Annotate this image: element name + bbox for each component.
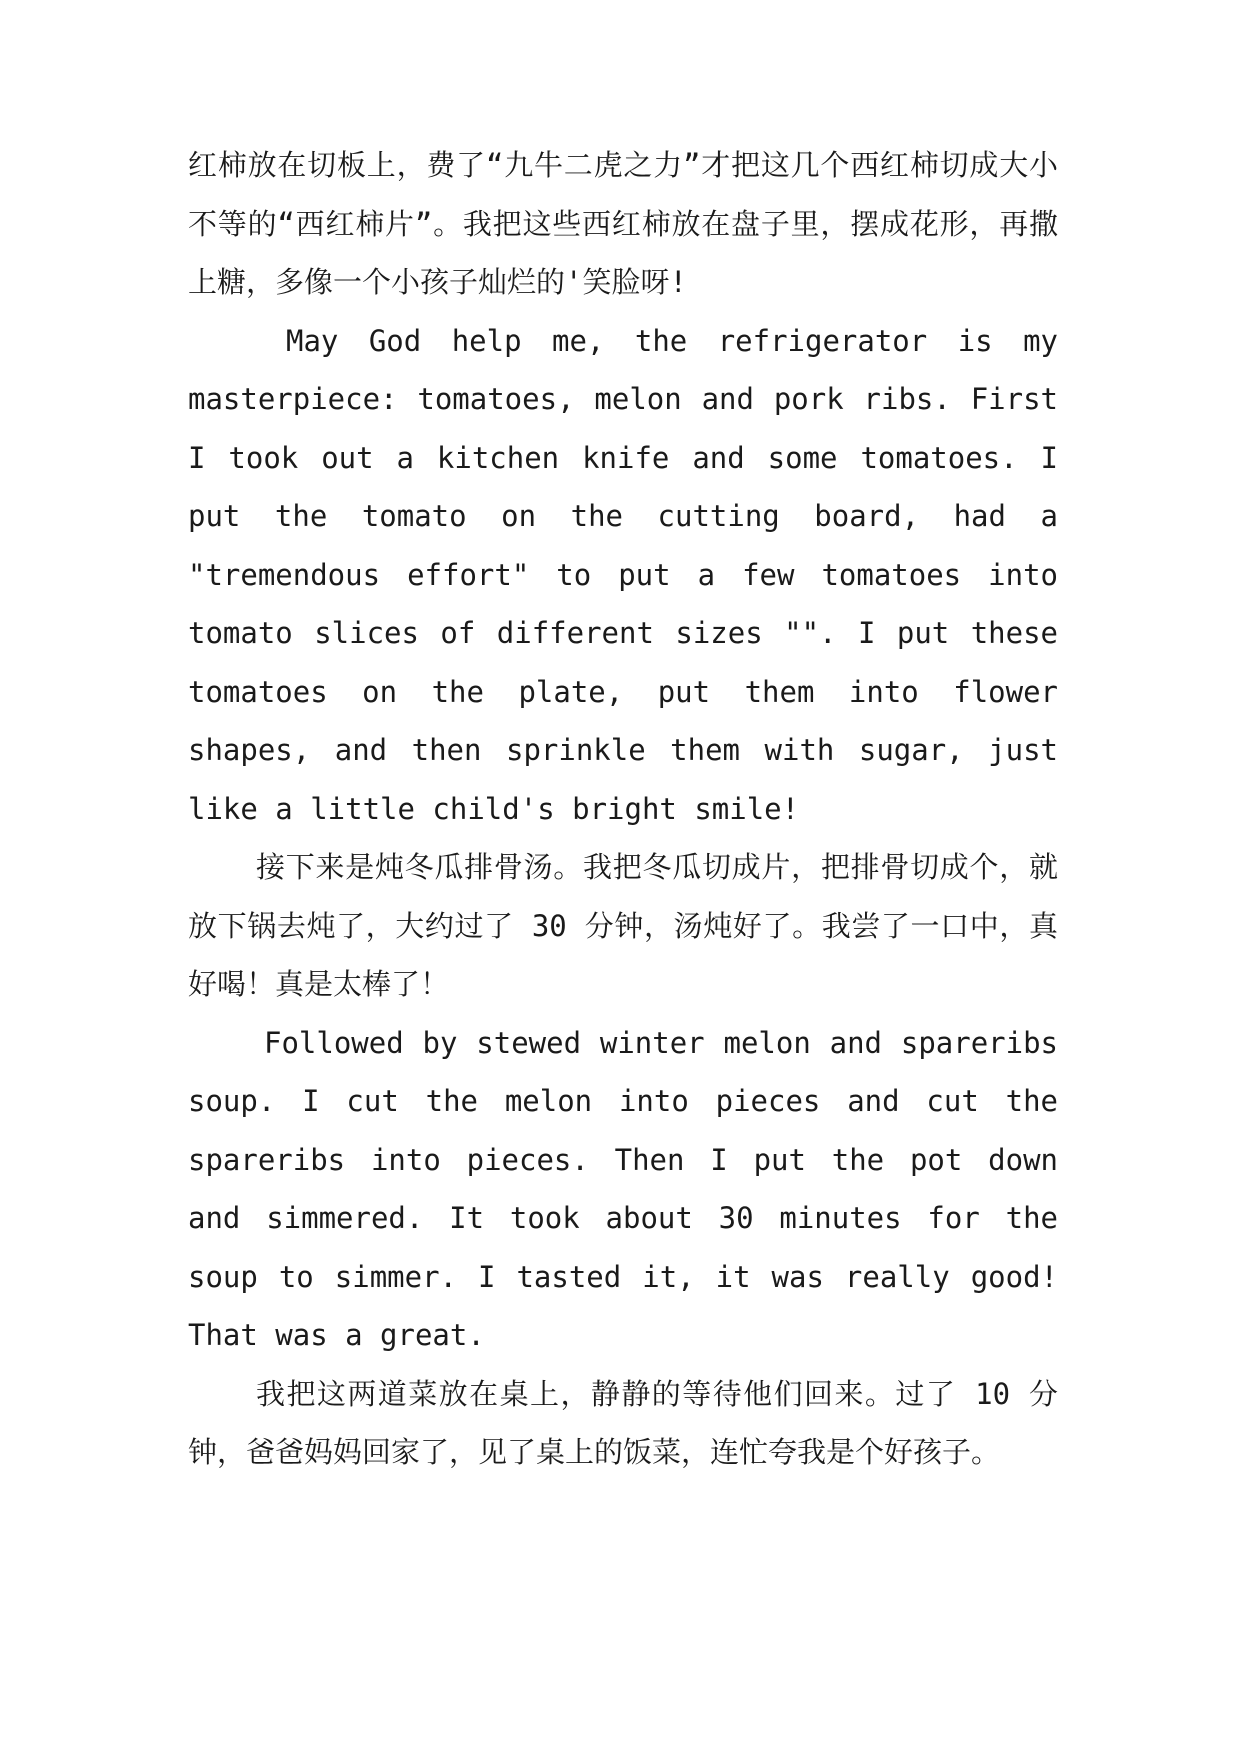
paragraph-zh-ending: 我把这两道菜放在桌上，静静的等待他们回来。过了 10 分钟，爸爸妈妈回家了，见了桌上的饭菜，连忙夸我是个好孩子。 bbox=[188, 1376, 1058, 1469]
paragraph-zh-tomato-continuation: 红柿放在切板上，费了“九牛二虎之力”才把这几个西红柿切成大小不等的“西红柿片”。我把这些西红柿放在盘子里，摆成花形，再撒上糖，多像一个小孩子灿烂的'笑脸呀! bbox=[188, 148, 1058, 299]
paragraph-en-tomato: May God help me, the refrigerator is my masterpiece: tomatoes, melon and pork ribs. First I took out a kitchen knife and some tomatoes. I put the tomato on the cutting board, had a "tremendous effort" to put a few tomatoes into tomato slices of different sizes "". I put these tomatoes on the plate, put them into flower shapes, and then sprinkle them with sugar, just like a little child's bright smile! bbox=[188, 323, 1058, 826]
document-body bbox=[188, 136, 1058, 1482]
paragraph-zh-soup: 接下来是炖冬瓜排骨汤。我把冬瓜切成片，把排骨切成个，就放下锅去炖了，大约过了 30 分钟，汤炖好了。我尝了一口中，真好喝！真是太棒了！ bbox=[188, 850, 1058, 1001]
paragraph-en-soup: Followed by stewed winter melon and spareribs soup. I cut the melon into pieces and cut the spareribs into pieces. Then I put the pot down and simmered. It took about 30 minutes for the soup to simmer. I tasted it, it was really good! That was a great. bbox=[188, 1025, 1058, 1352]
